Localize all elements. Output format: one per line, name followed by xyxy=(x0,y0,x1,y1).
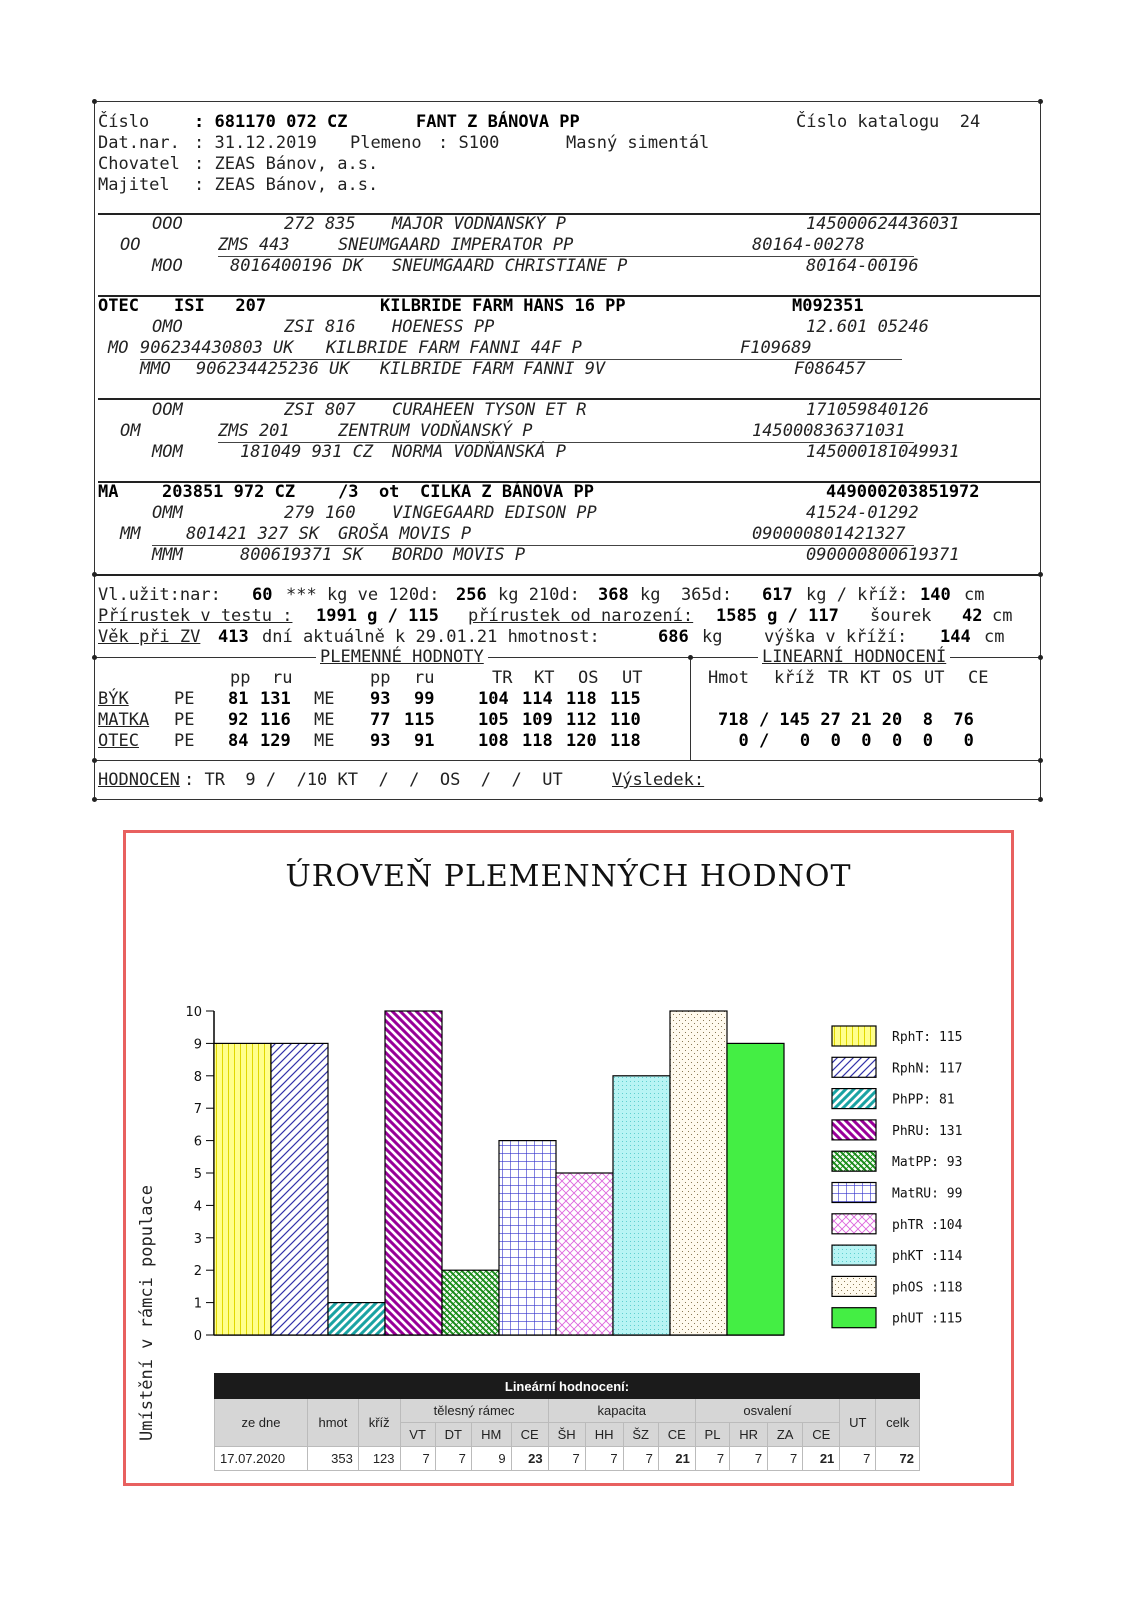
legend-swatch xyxy=(832,1057,876,1077)
ph-row-byk xyxy=(94,689,1044,710)
perf-row-2 xyxy=(94,606,1044,627)
bar-phru xyxy=(385,1011,442,1335)
pedigree-code: OO xyxy=(120,235,141,255)
pedigree-code: MMO xyxy=(140,359,171,379)
ph-cell: ME xyxy=(314,710,335,730)
perf-value: 140 xyxy=(920,585,951,605)
linear-cell: 7 xyxy=(695,1447,729,1471)
pedigree-num: ZMS 201 xyxy=(218,421,290,441)
cislo-label: Číslo xyxy=(98,112,150,132)
corner-dot xyxy=(1038,797,1043,802)
ph-cell: 118 xyxy=(610,731,641,751)
legend-entry: MatRU: 99 xyxy=(892,1186,963,1202)
pedigree-reg: 41524-01292 xyxy=(806,503,919,523)
pedigree-code: MOM xyxy=(152,442,183,462)
lin-cells: 0 / 0 0 0 0 0 0 xyxy=(718,731,974,751)
pedigree-code: MO xyxy=(108,338,129,358)
plemeno-value: : S100 xyxy=(438,133,500,153)
section-rule xyxy=(96,760,1040,761)
perf-label: kg 210d: xyxy=(498,585,580,605)
legend-swatch xyxy=(832,1026,876,1046)
ph-cell: 112 xyxy=(566,710,597,730)
linear-cell: 7 xyxy=(623,1447,658,1471)
linear-cell: 72 xyxy=(876,1447,920,1471)
perf-row-3 xyxy=(94,627,1044,648)
col-head: TR xyxy=(492,668,513,688)
y-tick-label: 9 xyxy=(193,1037,202,1053)
pedigree-extra: /3 ot xyxy=(338,482,400,502)
perf-value: 256 xyxy=(456,585,487,605)
bar-phut xyxy=(727,1043,784,1335)
ph-cell: 105 xyxy=(478,710,509,730)
pedigree-num: 906234430803 UK xyxy=(140,338,294,358)
pedigree-reg: 80164-00196 xyxy=(806,256,919,276)
ph-cell: 118 xyxy=(566,689,597,709)
legend-swatch xyxy=(832,1120,876,1140)
pedigree-name: MAJOR VODŇANSKÝ P xyxy=(392,214,566,234)
ph-cell: 99 xyxy=(414,689,435,709)
pedigree-code: MM xyxy=(120,524,141,544)
pedigree-reg: 145000624436031 xyxy=(806,214,960,234)
legend-swatch xyxy=(832,1151,876,1171)
ph-cell: 93 xyxy=(370,731,391,751)
col-head: TR xyxy=(828,668,849,688)
bar-matpp xyxy=(442,1270,499,1335)
legend-entry: RphN: 117 xyxy=(892,1061,963,1077)
underline xyxy=(152,545,914,546)
perf-value: 42 xyxy=(962,606,983,626)
linear-cell: 17.07.2020 xyxy=(215,1447,308,1471)
legend-entry: phOS :118 xyxy=(892,1280,963,1296)
linear-cell: 7 xyxy=(435,1447,471,1471)
bar-phkt xyxy=(613,1076,670,1335)
linear-cell: 7 xyxy=(400,1447,435,1471)
pedigree-row-mom xyxy=(94,442,1044,463)
legend-entry: RphT: 115 xyxy=(892,1030,963,1045)
pedigree-reg: M092351 xyxy=(792,296,864,316)
animal-name: FANT Z BÁNOVA PP xyxy=(416,112,580,132)
perf-label: Věk při ZV xyxy=(98,627,201,647)
col-osvaleni: osvalení xyxy=(695,1399,839,1423)
col-hr: HR xyxy=(730,1423,768,1447)
pedigree-row-mo xyxy=(94,338,1044,359)
y-tick-label: 0 xyxy=(193,1329,202,1344)
col-head: UT xyxy=(622,668,643,688)
corner-dot xyxy=(1038,758,1043,763)
legend-entry: MatPP: 93 xyxy=(892,1155,963,1171)
legend-swatch xyxy=(832,1308,876,1328)
linear-cell: 21 xyxy=(658,1447,695,1471)
pedigree-reg: 12.601 05246 xyxy=(806,317,929,337)
y-tick-label: 6 xyxy=(193,1134,202,1150)
pedigree-num: 272 835 xyxy=(284,214,356,234)
perf-label: Přírustek v testu : xyxy=(98,606,293,626)
corner-dot xyxy=(92,572,97,577)
col-head: OS xyxy=(892,668,913,688)
ph-cell: 114 xyxy=(522,689,553,709)
perf-value: 60 xyxy=(252,585,273,605)
col-hm: HM xyxy=(471,1423,511,1447)
ph-row-matka xyxy=(94,710,1044,731)
pedigree-name: CURAHEEN TYSON ET R xyxy=(392,400,587,420)
bar-matru xyxy=(499,1141,556,1335)
ph-cell: 91 xyxy=(414,731,435,751)
cislo-value: : 681170 072 CZ xyxy=(194,112,348,132)
corner-dot xyxy=(92,758,97,763)
y-tick-label: 8 xyxy=(193,1069,202,1085)
pedigree-row-omm xyxy=(94,503,1044,524)
bar-rphn xyxy=(271,1043,328,1335)
linear-cell: 7 xyxy=(730,1447,768,1471)
ph-row-label: MATKA xyxy=(98,710,150,730)
pedigree-num: 8016400196 DK xyxy=(230,256,364,276)
bar-phos xyxy=(670,1011,727,1335)
col-ce: CE xyxy=(803,1423,840,1447)
bottom-rule xyxy=(96,799,1040,800)
perf-label: *** kg ve 120d: xyxy=(286,585,440,605)
header-row-majitel xyxy=(94,175,1044,196)
top-rule xyxy=(96,101,1040,102)
linear-cell: 353 xyxy=(308,1447,359,1471)
ph-cell: ME xyxy=(314,731,335,751)
pedigree-row-om xyxy=(94,421,1044,442)
pedigree-code: OMO xyxy=(152,317,183,337)
vysledek-label: Výsledek: xyxy=(612,770,705,790)
pedigree-num: ZMS 443 xyxy=(218,235,290,255)
pedigree-name: SNEUMGAARD CHRISTIANE P xyxy=(392,256,628,276)
chovatel-label: Chovatel xyxy=(98,154,180,174)
ph-cell: ME xyxy=(314,689,335,709)
perf-value: 413 xyxy=(218,627,249,647)
perf-label: kg xyxy=(702,627,723,647)
perf-label: Vl.užit:nar: xyxy=(98,585,221,605)
pedigree-row-oo xyxy=(94,235,1044,256)
bar-phtr xyxy=(556,1173,613,1335)
corner-dot xyxy=(1038,655,1043,660)
legend-swatch xyxy=(832,1245,876,1265)
pedigree-reg: 449000203851972 xyxy=(826,482,980,502)
perf-label: cm xyxy=(984,627,1005,647)
pedigree-num: ZSI 816 xyxy=(284,317,356,337)
col-šh: ŠH xyxy=(548,1423,585,1447)
plemeno-label: Plemeno xyxy=(350,133,422,153)
corner-dot xyxy=(92,655,97,660)
ph-cell: 115 xyxy=(610,689,641,709)
ph-cell: 110 xyxy=(610,710,641,730)
datnar-value: : 31.12.2019 xyxy=(194,133,317,153)
ph-cell: 93 xyxy=(370,689,391,709)
y-tick-label: 3 xyxy=(193,1231,202,1247)
linear-cell: 21 xyxy=(803,1447,840,1471)
linear-table xyxy=(214,1373,920,1471)
col-hmot: hmot xyxy=(308,1399,359,1447)
ph-cell: 118 xyxy=(522,731,553,751)
perf-label: šourek xyxy=(870,606,932,626)
bar-rpht xyxy=(214,1043,271,1335)
col-head: KT xyxy=(860,668,881,688)
plemeno-name: Masný simentál xyxy=(566,133,710,153)
linear-table-group-row xyxy=(215,1399,920,1423)
pedigree-code: MOO xyxy=(152,256,183,276)
corner-dot xyxy=(92,797,97,802)
y-tick-label: 1 xyxy=(193,1296,202,1312)
legend-entry: PhRU: 131 xyxy=(892,1123,963,1139)
ph-header-row xyxy=(94,668,1044,689)
linear-cell: 7 xyxy=(768,1447,803,1471)
perf-value: 1585 g / 117 xyxy=(716,606,839,626)
perf-value: 144 xyxy=(940,627,971,647)
breeding-value-chart xyxy=(123,830,1014,1486)
pedigree-code: MMM xyxy=(152,545,183,565)
col-kriz: kříž xyxy=(358,1399,400,1447)
linear-cell: 7 xyxy=(840,1447,876,1471)
pedigree-row-ooo xyxy=(94,214,1044,235)
col-za: ZA xyxy=(768,1423,803,1447)
y-tick-label: 2 xyxy=(193,1264,202,1280)
pedigree-reg: 171059840126 xyxy=(806,400,929,420)
chart-plot xyxy=(126,833,1011,1373)
ph-cell: PE xyxy=(174,689,195,709)
datnar-label: Dat.nar. xyxy=(98,133,180,153)
y-tick-label: 10 xyxy=(185,1005,202,1020)
ph-cell: 129 xyxy=(260,731,291,751)
legend-swatch xyxy=(832,1214,876,1234)
linear-cell: 7 xyxy=(548,1447,585,1471)
col-head: kříž xyxy=(774,668,815,688)
pedigree-code: OM xyxy=(120,421,141,441)
col-head: ru xyxy=(272,668,293,688)
pedigree-num: 181049 931 CZ xyxy=(240,442,374,462)
linear-table-title-row xyxy=(215,1374,920,1399)
pedigree-reg: F086457 xyxy=(794,359,866,379)
majitel-value: : ZEAS Bánov, a.s. xyxy=(194,175,379,195)
linear-cell: 23 xyxy=(511,1447,548,1471)
linear-heading: LINEARNÍ HODNOCENÍ xyxy=(758,647,950,668)
pedigree-reg: 090000801421327 xyxy=(752,524,906,544)
legend-swatch xyxy=(832,1089,876,1109)
perf-value: 686 xyxy=(658,627,689,647)
majitel-label: Majitel xyxy=(98,175,170,195)
pedigree-code: OOM xyxy=(152,400,183,420)
legend-entry: phKT :114 xyxy=(892,1249,963,1265)
ph-cell: 109 xyxy=(522,710,553,730)
divider xyxy=(96,574,1040,576)
ph-cell: PE xyxy=(174,731,195,751)
pedigree-reg: 090000800619371 xyxy=(806,545,960,565)
ph-row-label: OTEC xyxy=(98,731,139,751)
col-head: Hmot xyxy=(708,668,749,688)
pedigree-code: MA xyxy=(98,482,119,502)
ph-cell: 77 xyxy=(370,710,391,730)
underline xyxy=(218,256,914,257)
pedigree-code: OMM xyxy=(152,503,183,523)
katalog-number: Číslo katalogu 24 xyxy=(796,112,981,132)
col-šz: ŠZ xyxy=(623,1423,658,1447)
col-head: ru xyxy=(414,668,435,688)
linear-table-data-row xyxy=(215,1447,920,1471)
legend xyxy=(832,1026,963,1328)
pedigree-reg: 145000181049931 xyxy=(806,442,960,462)
ph-row-label: BÝK xyxy=(98,689,129,709)
pedigree-row-moo xyxy=(94,256,1044,277)
y-tick-label: 7 xyxy=(193,1102,202,1118)
pedigree-code: OTEC xyxy=(98,296,139,316)
pedigree-name: VINGEGAARD EDISON PP xyxy=(392,503,597,523)
col-head: pp xyxy=(230,668,251,688)
pedigree-row-ma xyxy=(94,482,1044,503)
perf-label: přírustek od narození: xyxy=(468,606,694,626)
ph-cell: 116 xyxy=(260,710,291,730)
pedigree-reg: 80164-00278 xyxy=(752,235,865,255)
col-head: pp xyxy=(370,668,391,688)
pedigree-num: ISI 207 xyxy=(174,296,267,316)
ph-row-otec xyxy=(94,731,1044,752)
header-row-datnar xyxy=(94,133,1044,154)
col-ce: CE xyxy=(658,1423,695,1447)
col-ut: UT xyxy=(840,1399,876,1447)
col-head: CE xyxy=(968,668,989,688)
perf-label: cm xyxy=(992,606,1013,626)
pedigree-row-omo xyxy=(94,317,1044,338)
ph-cell: 115 xyxy=(404,710,435,730)
chovatel-value: : ZEAS Bánov, a.s. xyxy=(194,154,379,174)
col-dt: DT xyxy=(435,1423,471,1447)
linear-cell: 7 xyxy=(585,1447,623,1471)
pedigree-name: CILKA Z BÁNOVA PP xyxy=(420,482,594,502)
pedigree-row-mmo xyxy=(94,359,1044,380)
pedigree-name: BORDO MOVIS P xyxy=(392,545,526,565)
y-tick-label: 4 xyxy=(193,1199,202,1215)
perf-label: kg 365d: xyxy=(640,585,733,605)
hodnoceni-label: HODNOCEN xyxy=(98,770,180,790)
perf-value: 368 xyxy=(598,585,629,605)
legend-entry: PhPP: 81 xyxy=(892,1092,955,1108)
perf-label: výška v kříží: xyxy=(764,627,908,647)
legend-entry: phTR :104 xyxy=(892,1217,963,1233)
ph-cell: 84 xyxy=(228,731,249,751)
col-telesny-ramec: tělesný rámec xyxy=(400,1399,548,1423)
pedigree-row-otec xyxy=(94,296,1044,317)
y-axis-label: Umístění v rámci populace xyxy=(137,1185,157,1441)
pedigree-name: SNEUMGAARD IMPERATOR PP xyxy=(338,235,574,255)
pedigree-row-oom xyxy=(94,400,1044,421)
pedigree-name: KILBRIDE FARM HANS 16 PP xyxy=(380,296,626,316)
linear-cell: 123 xyxy=(358,1447,400,1471)
breeding-values-heading: PLEMENNÉ HODNOTY xyxy=(316,647,488,668)
legend-swatch xyxy=(832,1183,876,1203)
pedigree-name: KILBRIDE FARM FANNI 9V xyxy=(380,359,606,379)
perf-value: 1991 g / 115 xyxy=(316,606,439,626)
ph-cell: 92 xyxy=(228,710,249,730)
legend-swatch xyxy=(832,1276,876,1296)
ph-cell: 131 xyxy=(260,689,291,709)
perf-label: kg / kříž: xyxy=(806,585,909,605)
pedigree-num: 800619371 SK xyxy=(240,545,363,565)
col-kapacita: kapacita xyxy=(548,1399,695,1423)
hodnoceni-row xyxy=(94,770,1044,791)
pedigree-name: HOENESS PP xyxy=(392,317,495,337)
bars xyxy=(214,1011,784,1335)
header-row-cislo xyxy=(94,112,1044,133)
pedigree-num: 801421 327 SK xyxy=(186,524,320,544)
perf-value: 617 xyxy=(762,585,793,605)
chart-title: ÚROVEŇ PLEMENNÝCH HODNOT xyxy=(285,859,852,894)
pedigree-reg: F109689 xyxy=(740,338,812,358)
lin-cells: 718 / 145 27 21 20 8 76 xyxy=(718,710,974,730)
col-hh: HH xyxy=(585,1423,623,1447)
pedigree-num: 906234425236 UK xyxy=(196,359,350,379)
legend-entry: phUT :115 xyxy=(892,1311,963,1327)
ph-cell: 104 xyxy=(478,689,509,709)
pedigree-name: KILBRIDE FARM FANNI 44F P xyxy=(326,338,582,358)
bar-phpp xyxy=(328,1303,385,1335)
pedigree-name: ZENTRUM VODŇANSKÝ P xyxy=(338,421,533,441)
ph-cell: 81 xyxy=(228,689,249,709)
perf-label: cm xyxy=(964,585,985,605)
col-celk: celk xyxy=(876,1399,920,1447)
pedigree-row-mm xyxy=(94,524,1044,545)
underline xyxy=(140,359,902,360)
pedigree-num: 279 160 xyxy=(284,503,356,523)
corner-dot xyxy=(1038,572,1043,577)
pedigree-num: ZSI 807 xyxy=(284,400,356,420)
y-tick-label: 5 xyxy=(193,1167,202,1182)
perf-label: dní aktuálně k 29.01.21 hmotnost: xyxy=(262,627,600,647)
pedigree-reg: 145000836371031 xyxy=(752,421,906,441)
col-head: UT xyxy=(924,668,945,688)
col-pl: PL xyxy=(695,1423,729,1447)
pedigree-code: OOO xyxy=(152,214,183,234)
header-row-chovatel xyxy=(94,154,1044,175)
col-head: OS xyxy=(578,668,599,688)
ph-cell: PE xyxy=(174,710,195,730)
col-head: KT xyxy=(534,668,555,688)
pedigree-row-mmm xyxy=(94,545,1044,566)
pedigree-name: NORMA VODŇANSKÁ P xyxy=(392,442,566,462)
underline xyxy=(218,442,914,443)
perf-row-1 xyxy=(94,585,1044,606)
pedigree-num: 203851 972 CZ xyxy=(162,482,296,502)
col-vt: VT xyxy=(400,1423,435,1447)
col-ce: CE xyxy=(511,1423,548,1447)
ph-cell: 108 xyxy=(478,731,509,751)
ph-cell: 120 xyxy=(566,731,597,751)
hodnoceni-values: : TR 9 / /10 KT / / OS / / UT xyxy=(184,770,563,790)
linear-cell: 9 xyxy=(471,1447,511,1471)
pedigree-name: GROŠA MOVIS P xyxy=(338,524,472,544)
col-ze-dne: ze dne xyxy=(215,1399,308,1447)
linear-table-title: Lineární hodnocení: xyxy=(215,1374,920,1399)
